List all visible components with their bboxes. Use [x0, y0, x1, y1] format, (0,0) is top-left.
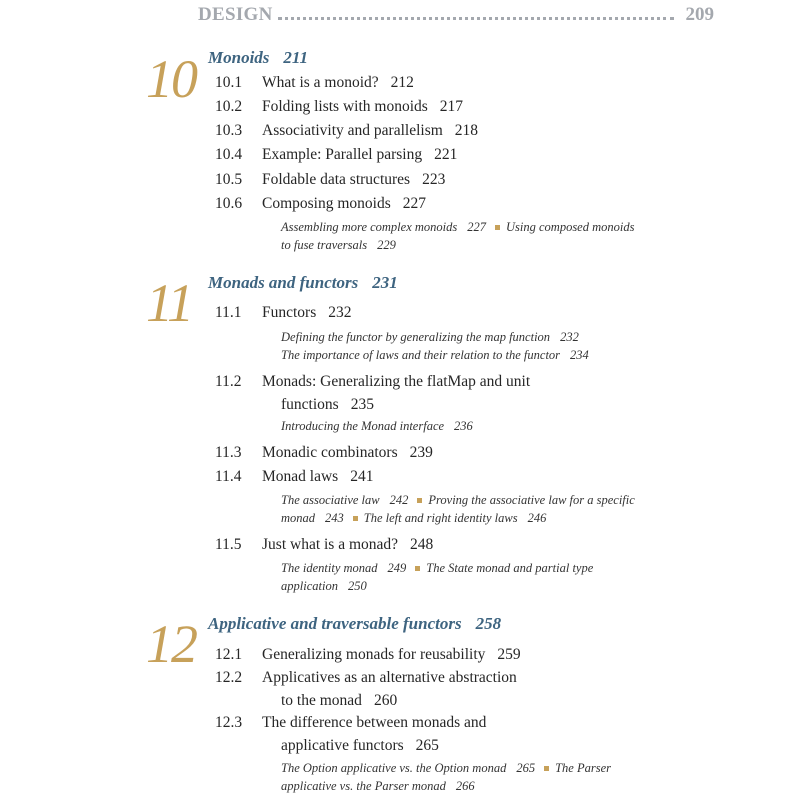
chapter-number: 11	[146, 273, 192, 333]
part-label: DESIGN	[198, 4, 273, 25]
bullet-separator	[353, 516, 358, 521]
subsection-page: 229	[377, 238, 396, 252]
subsection-page: 249	[387, 561, 407, 575]
section-page: 217	[439, 98, 464, 115]
section-page: 241	[350, 468, 374, 485]
section-title: Generalizing monads for reusability	[262, 646, 486, 663]
subsection-title: Defining the functor by generalizing the map function	[281, 330, 551, 344]
subsection-title: The left and right identity laws	[363, 511, 518, 525]
section-page: 260	[373, 692, 398, 709]
chapter-title-text: Applicative and traversable functors	[208, 614, 462, 633]
chapter-page: 258	[475, 614, 502, 633]
subsection-title: The identity monad	[281, 561, 378, 575]
section-number: 10.6	[215, 195, 243, 212]
toc-subsection-line[interactable]	[281, 493, 635, 508]
section-number: 12.1	[215, 646, 243, 663]
toc-subsection-line[interactable]	[281, 779, 475, 794]
subsection-title: The importance of laws and their relation to the functor	[281, 348, 561, 362]
subsection-page: 265	[516, 761, 536, 775]
toc-subsection-line[interactable]	[281, 419, 473, 434]
section-title: Just what is a monad?	[262, 536, 399, 553]
toc-subsection-line[interactable]	[281, 348, 589, 363]
subsection-page: 246	[527, 511, 547, 525]
section-number: 10.2	[215, 98, 243, 115]
section-title: Folding lists with monoids	[262, 98, 428, 115]
chapter-number: 12	[146, 614, 196, 674]
toc-section-continuation[interactable]	[281, 737, 439, 755]
part-page: 209	[685, 4, 714, 25]
section-page: 221	[434, 146, 458, 163]
bullet-separator	[495, 225, 500, 230]
chapter-page: 211	[283, 48, 308, 67]
section-title: Composing monoids	[262, 195, 391, 212]
chapter-title-text: Monads and functors	[208, 273, 359, 292]
subsection-page: 266	[455, 779, 475, 793]
chapter-title[interactable]	[208, 273, 398, 293]
subsection-title: Introducing the Monad interface	[281, 419, 445, 433]
section-title: to the monad	[281, 692, 362, 709]
section-page: 223	[422, 171, 446, 188]
chapter-page: 231	[372, 273, 398, 292]
section-page: 218	[454, 122, 479, 139]
section-number: 11.1	[215, 304, 242, 321]
section-page: 259	[497, 646, 521, 663]
section-title: Monads: Generalizing the flatMap and unit	[262, 373, 531, 390]
toc-subsection-line[interactable]	[281, 561, 593, 576]
section-number: 12.3	[215, 714, 243, 731]
section-title: Monadic combinators	[262, 444, 398, 461]
section-title: Functors	[262, 304, 317, 321]
toc-subsection-line[interactable]	[281, 330, 579, 345]
subsection-title: Assembling more complex monoids	[281, 220, 458, 234]
section-number: 11.2	[215, 373, 242, 390]
toc-subsection-line[interactable]	[281, 511, 546, 526]
section-number: 10.1	[215, 74, 243, 91]
section-title: Associativity and parallelism	[262, 122, 443, 139]
section-title: Applicatives as an alternative abstraction	[262, 669, 517, 686]
section-page: 248	[410, 536, 434, 553]
bullet-separator	[417, 498, 422, 503]
section-page: 212	[390, 74, 414, 91]
subsection-title: The Option applicative vs. the Option monad	[281, 761, 507, 775]
section-number: 11.4	[215, 468, 242, 485]
section-page: 265	[415, 737, 439, 754]
section-number: 10.4	[215, 146, 243, 163]
section-page: 232	[328, 304, 352, 321]
toc-section-continuation[interactable]	[281, 396, 374, 414]
toc-subsection-line[interactable]	[281, 238, 396, 253]
subsection-title: application	[281, 579, 338, 593]
section-number: 11.5	[215, 536, 242, 553]
bullet-separator	[544, 766, 549, 771]
subsection-title: monad	[281, 511, 316, 525]
section-page: 227	[402, 195, 427, 212]
section-number: 10.5	[215, 171, 243, 188]
subsection-title: applicative vs. the Parser monad	[281, 779, 446, 793]
toc-section-continuation[interactable]	[281, 692, 397, 710]
part-header	[198, 4, 714, 30]
section-title: Monad laws	[262, 468, 339, 485]
subsection-page: 232	[560, 330, 579, 344]
chapter-title[interactable]	[208, 614, 501, 634]
section-number: 11.3	[215, 444, 242, 461]
subsection-title: Proving the associative law for a specific	[428, 493, 635, 507]
subsection-page: 227	[467, 220, 486, 234]
toc-subsection-line[interactable]	[281, 220, 634, 235]
subsection-page: 243	[325, 511, 344, 525]
section-page: 239	[409, 444, 433, 461]
section-number: 12.2	[215, 669, 243, 686]
section-title: The difference between monads and	[262, 714, 487, 731]
subsection-title: The Parser	[555, 761, 611, 775]
section-number: 10.3	[215, 122, 243, 139]
section-page: 235	[350, 396, 374, 413]
section-title: functions	[281, 396, 339, 413]
chapter-title-text: Monoids	[208, 48, 270, 67]
subsection-page: 242	[389, 493, 409, 507]
subsection-title: to fuse traversals	[281, 238, 368, 252]
toc-subsection-line[interactable]	[281, 761, 611, 776]
subsection-title: The associative law	[281, 493, 380, 507]
leader-dots	[278, 17, 674, 20]
section-title: What is a monoid?	[262, 74, 379, 91]
subsection-title: The State monad and partial type	[426, 561, 594, 575]
bullet-separator	[415, 566, 420, 571]
section-title: Foldable data structures	[262, 171, 411, 188]
subsection-page: 234	[570, 348, 589, 362]
subsection-page: 236	[454, 419, 473, 433]
chapter-number: 10	[146, 49, 196, 109]
subsection-title: Using composed monoids	[506, 220, 635, 234]
toc-subsection-line[interactable]	[281, 579, 367, 594]
subsection-page: 250	[347, 579, 367, 593]
section-title: applicative functors	[281, 737, 404, 754]
chapter-title[interactable]	[208, 48, 308, 68]
section-title: Example: Parallel parsing	[262, 146, 423, 163]
